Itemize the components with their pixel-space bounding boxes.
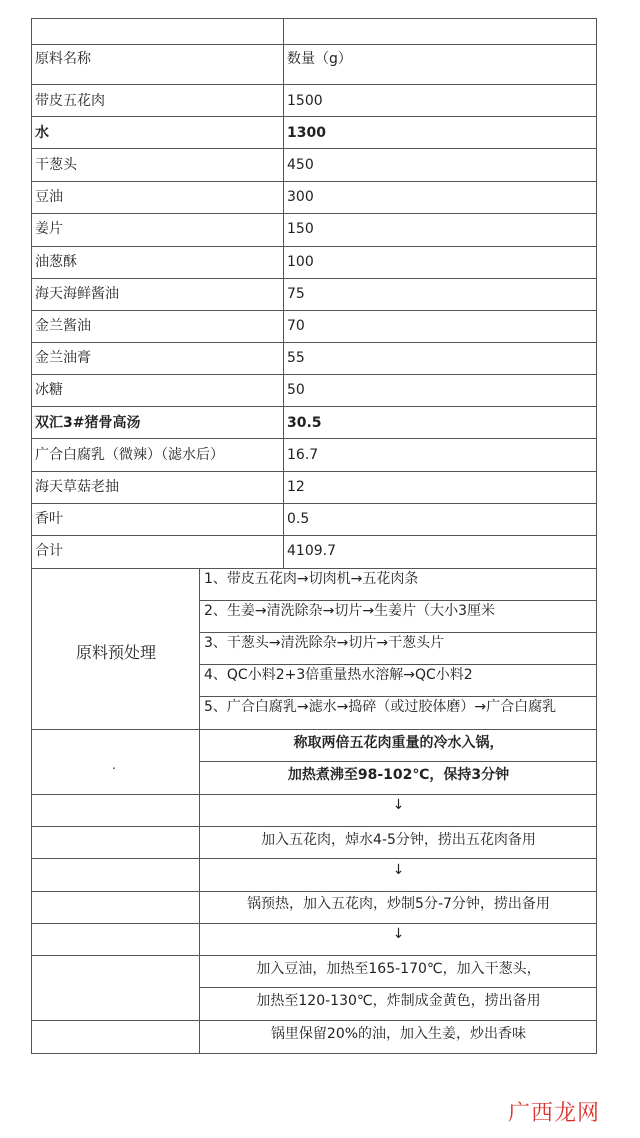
row-divider [31, 923, 597, 924]
pretreatment-label: 原料预处理 [75, 643, 156, 662]
process-step: 锅里保留20%的油，加入生姜，炒出香味 [270, 1026, 527, 1042]
process-step: 加热煮沸至98-102℃，保持3分钟 [287, 767, 510, 783]
ingredient-qty: 100 [287, 254, 314, 270]
row-divider [31, 246, 597, 247]
ingredient-qty: 50 [287, 382, 305, 398]
ingredient-name: 带皮五花肉 [35, 93, 105, 109]
ingredient-name: 冰糖 [35, 382, 63, 398]
ingredient-name: 油葱酥 [35, 254, 77, 270]
row-divider [31, 406, 597, 407]
process-step: 加入五花肉，焯水4-5分钟，捞出五花肉备用 [261, 832, 536, 848]
row-divider [199, 664, 597, 665]
ingredient-name: 豆油 [35, 189, 63, 205]
ingredient-qty: 0.5 [287, 511, 310, 527]
down-arrow-icon: ↓ [392, 926, 405, 942]
process-step: 锅预热，加入五花肉，炒制5分-7分钟，捞出备用 [247, 896, 550, 912]
ingredient-name: 金兰酱油 [35, 318, 91, 334]
ingredient-qty: 1500 [287, 93, 323, 109]
row-divider [199, 600, 597, 601]
pretreatment-step: 3、干葱头→清洗除杂→切片→干葱头片 [204, 635, 445, 651]
row-divider [31, 310, 597, 311]
row-divider [31, 955, 597, 956]
ingredient-name: 海天草菇老抽 [35, 479, 119, 495]
row-divider [31, 438, 597, 439]
row-divider [31, 471, 597, 472]
row-divider [31, 44, 597, 45]
ingredient-qty: 30.5 [287, 415, 322, 431]
ingredient-qty: 55 [287, 350, 305, 366]
row-divider [31, 503, 597, 504]
row-divider [31, 891, 597, 892]
ingredient-name: 广合白腐乳（微辣）（滤水后） [35, 447, 224, 463]
row-divider [199, 761, 597, 762]
ingredient-qty: 75 [287, 286, 305, 302]
row-divider [31, 374, 597, 375]
pretreatment-step: 1、带皮五花肉→切肉机→五花肉条 [204, 571, 419, 587]
ingredient-name: 干葱头 [35, 157, 77, 173]
row-divider [31, 213, 597, 214]
ingredient-qty: 1300 [287, 125, 326, 141]
row-divider [31, 568, 597, 569]
total-label: 合计 [35, 543, 63, 559]
down-arrow-icon: ↓ [392, 797, 405, 813]
ingredient-qty: 12 [287, 479, 305, 495]
row-divider [199, 632, 597, 633]
row-divider [31, 535, 597, 536]
ingredient-qty: 150 [287, 221, 314, 237]
header-quantity: 数量（g） [287, 51, 352, 67]
row-divider [31, 858, 597, 859]
ingredient-qty: 16.7 [287, 447, 319, 463]
row-divider [31, 116, 597, 117]
row-divider [199, 987, 597, 988]
ingredient-name: 水 [35, 125, 49, 141]
process-step: 加入豆油，加热至165-170℃，加入干葱头， [256, 961, 541, 977]
row-divider [199, 696, 597, 697]
process-step: 称取两倍五花肉重量的冷水入锅， [293, 735, 504, 751]
process-step: 加热至120-130℃，炸制成金黄色，捞出备用 [256, 993, 541, 1009]
pretreatment-step: 4、QC小料2+3倍重量热水溶解→QC小料2 [204, 667, 473, 683]
pretreatment-step: 5、广合白腐乳→滤水→捣碎（或过胶体磨）→广合白腐乳 [204, 699, 557, 715]
row-divider [31, 729, 597, 730]
row-divider [31, 278, 597, 279]
header-ingredient-name: 原料名称 [35, 51, 91, 67]
column-divider [283, 18, 284, 568]
row-divider [31, 84, 597, 85]
total-value: 4109.7 [287, 543, 336, 559]
ingredient-qty: 450 [287, 157, 314, 173]
row-divider [31, 794, 597, 795]
ingredient-name: 姜片 [35, 221, 63, 237]
row-divider [31, 826, 597, 827]
ingredient-qty: 300 [287, 189, 314, 205]
row-divider [31, 1020, 597, 1021]
down-arrow-icon: ↓ [392, 862, 405, 878]
ingredient-name: 香叶 [35, 511, 63, 527]
row-divider [31, 342, 597, 343]
watermark: 广西龙网 [508, 1101, 601, 1126]
ingredient-qty: 70 [287, 318, 305, 334]
stray-dot: . [112, 758, 116, 772]
row-divider [31, 181, 597, 182]
pretreatment-step: 2、生姜→清洗除杂→切片→生姜片（大小3厘米 [204, 603, 496, 619]
ingredient-name: 金兰油膏 [35, 350, 91, 366]
ingredient-name: 海天海鲜酱油 [35, 286, 119, 302]
ingredient-name: 双汇3#猪骨高汤 [35, 415, 141, 431]
row-divider [31, 148, 597, 149]
